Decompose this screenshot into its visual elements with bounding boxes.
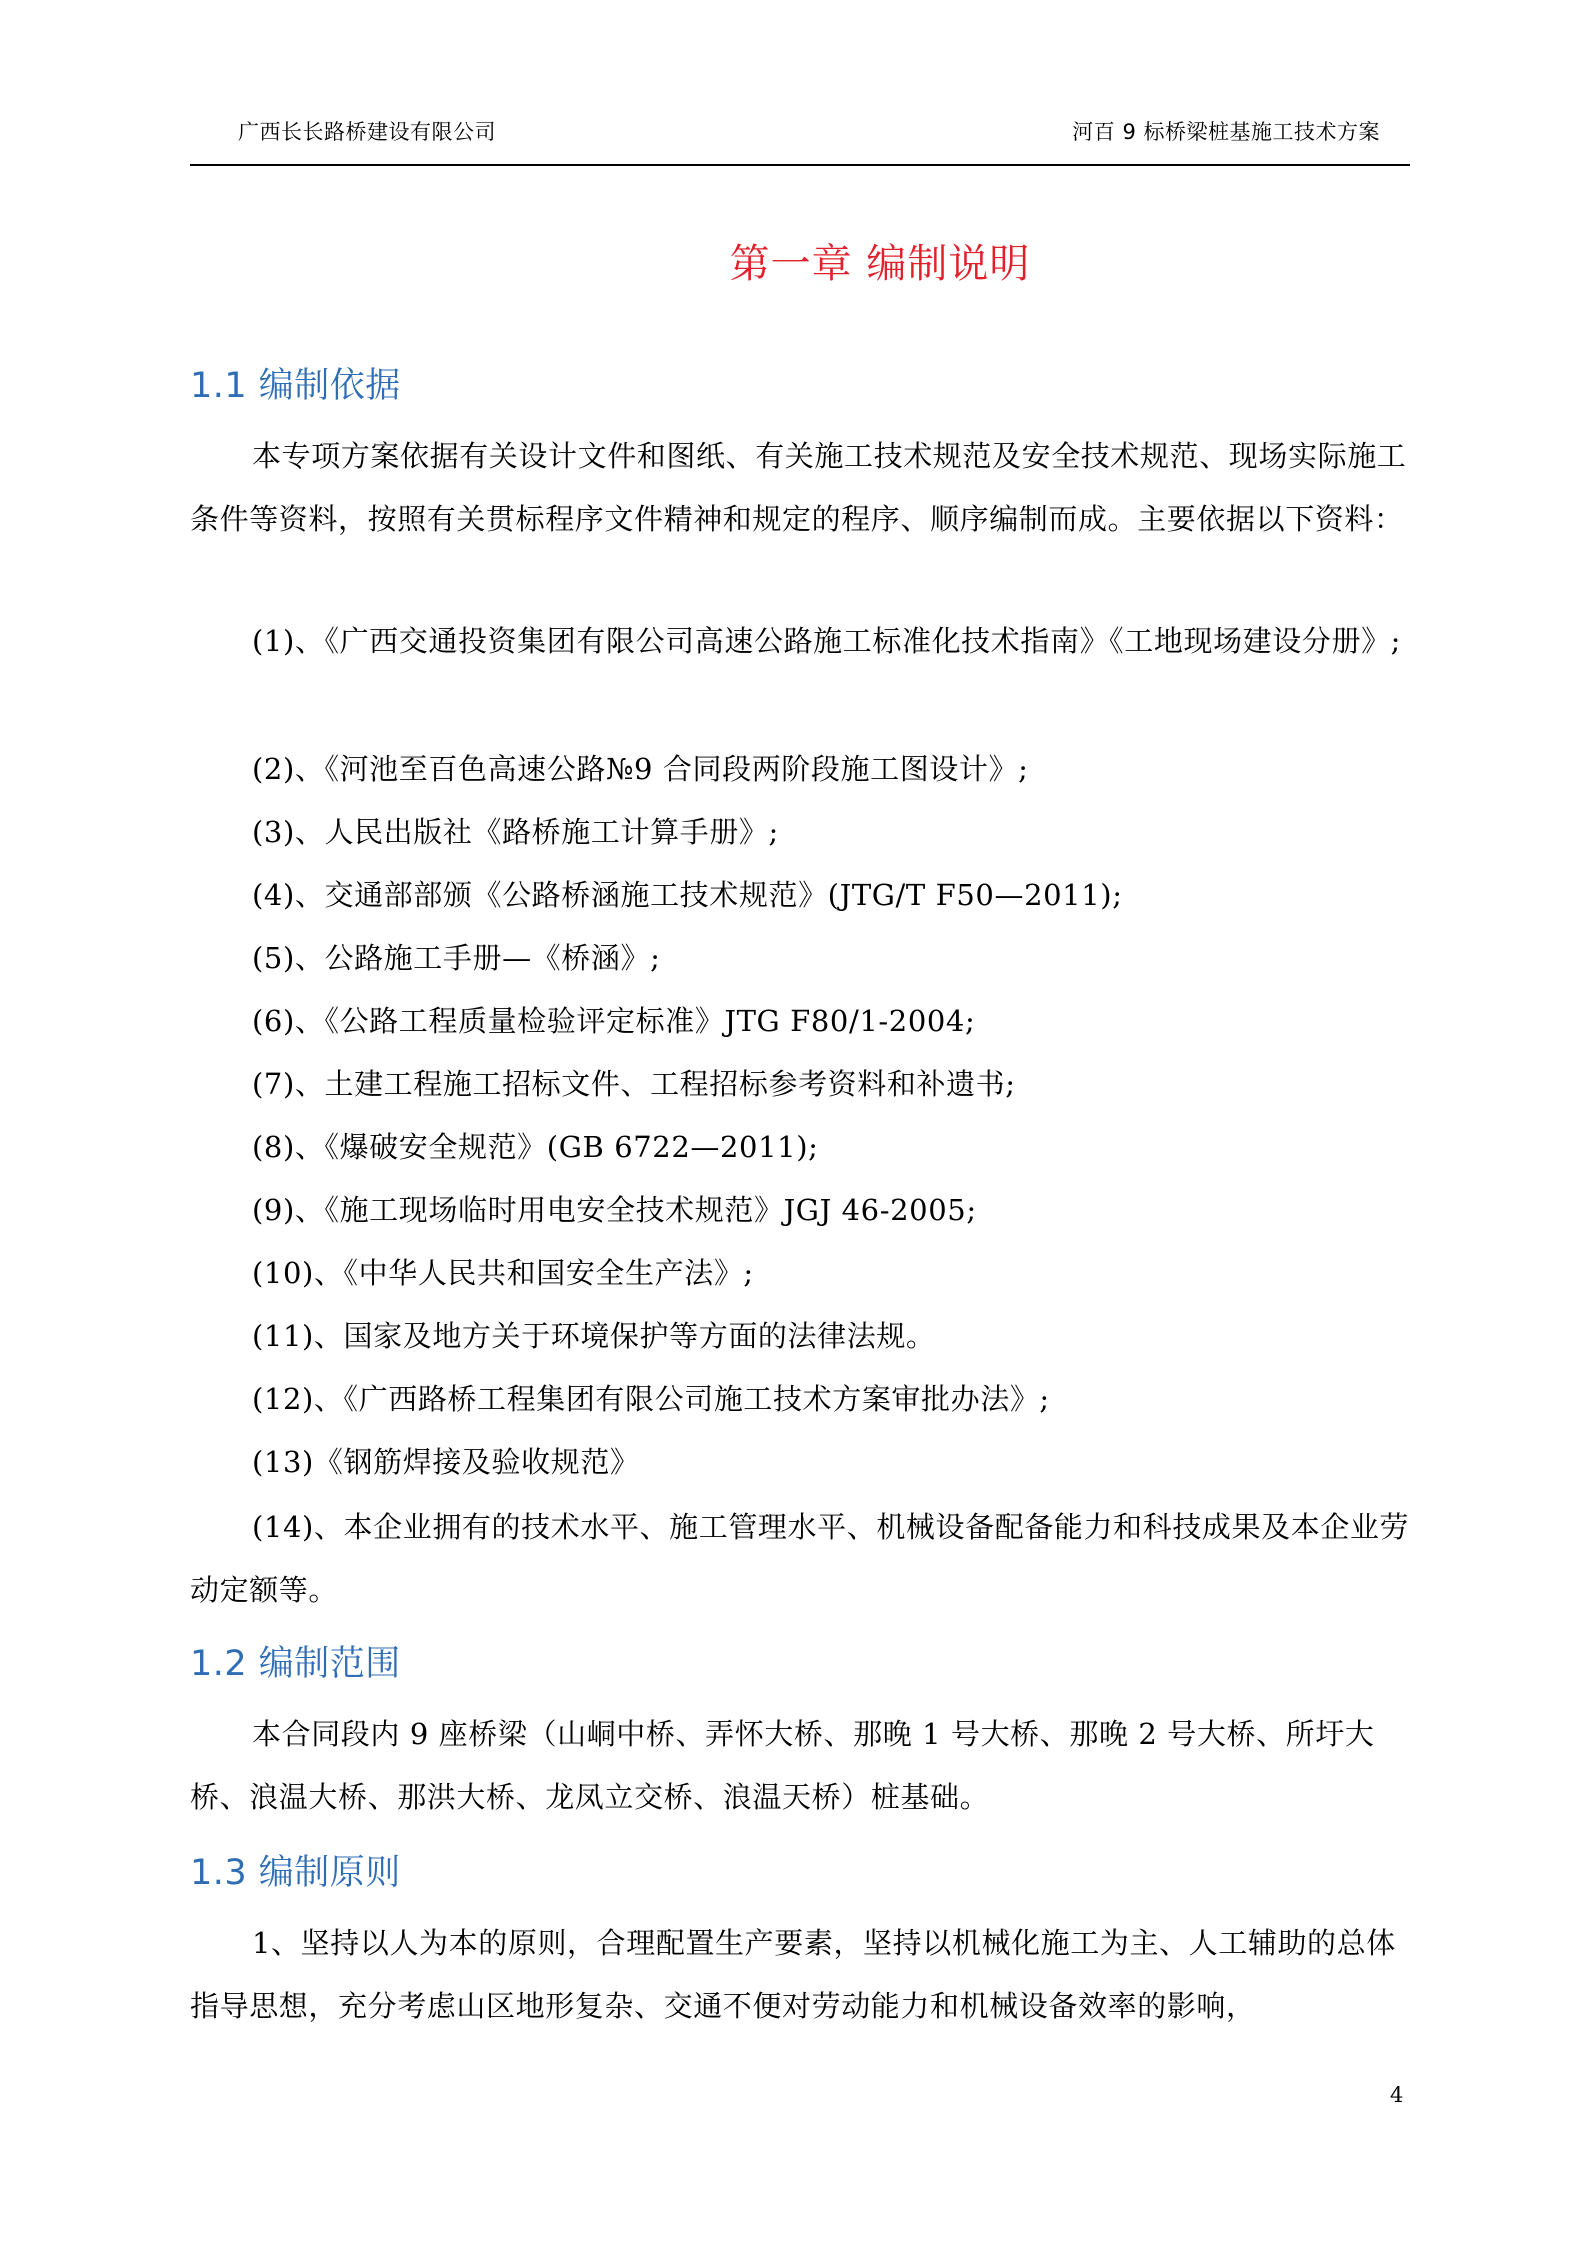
reference-item-6: (6)、《公路工程质量检验评定标准》JTG F80/1-2004; (252, 1004, 976, 1038)
reference-item-2: (2)、《河池至百色高速公路№9 合同段两阶段施工图设计》; (252, 752, 1029, 786)
reference-item-3: (3)、人民出版社《路桥施工计算手册》; (252, 815, 779, 849)
chapter-title: 第一章 编制说明 (729, 241, 1031, 287)
reference-item-8: (8)、《爆破安全规范》(GB 6722—2011); (252, 1130, 819, 1164)
page-number: 4 (1390, 2083, 1404, 2107)
reference-item-9: (9)、《施工现场临时用电安全技术规范》JGJ 46-2005; (252, 1193, 977, 1227)
page-header (190, 110, 1410, 166)
header-doc-title: 河百 9 标桥梁桩基施工技术方案 (1072, 120, 1380, 144)
reference-item-12: (12)、《广西路桥工程集团有限公司施工技术方案审批办法》; (252, 1382, 1050, 1416)
reference-item-5: (5)、公路施工手册—《桥涵》; (252, 941, 661, 975)
section-heading-1-3: 1.3 编制原则 (190, 1853, 401, 1893)
section-1-1-intro: 本专项方案依据有关设计文件和图纸、有关施工技术规范及安全技术规范、现场实际施工条件等资料，按照有关贯标程序文件精神和规定的程序、顺序编制而成。主要依据以下资料： (190, 439, 1407, 536)
reference-item-1: (1)、《广西交通投资集团有限公司高速公路施工标准化技术指南》《工地现场建设分册》; (252, 624, 1402, 658)
section-1-3-text: 1、坚持以人为本的原则，合理配置生产要素，坚持以机械化施工为主、人工辅助的总体指导思想，充分考虑山区地形复杂、交通不便对劳动能力和机械设备效率的影响， (190, 1926, 1396, 2023)
reference-item-10: (10)、《中华人民共和国安全生产法》; (252, 1256, 754, 1290)
reference-item-13: (13)《钢筋焊接及验收规范》 (252, 1445, 640, 1479)
reference-item-4: (4)、交通部部颁《公路桥涵施工技术规范》(JTG/T F50—2011); (252, 878, 1123, 912)
section-heading-1-2: 1.2 编制范围 (190, 1644, 401, 1684)
reference-item-7: (7)、土建工程施工招标文件、工程招标参考资料和补遗书; (252, 1067, 1016, 1101)
header-company: 广西长长路桥建设有限公司 (238, 120, 496, 144)
reference-item-14: (14)、本企业拥有的技术水平、施工管理水平、机械设备配备能力和科技成果及本企业劳动定额等。 (190, 1510, 1410, 1607)
section-1-2-text: 本合同段内 9 座桥梁（山峒中桥、弄怀大桥、那晚 1 号大桥、那晚 2 号大桥、所圩大桥、浪温大桥、那洪大桥、龙凤立交桥、浪温天桥）桩基础。 (190, 1717, 1375, 1814)
section-heading-1-1: 1.1 编制依据 (190, 366, 401, 406)
reference-item-11: (11)、国家及地方关于环境保护等方面的法律法规。 (252, 1319, 936, 1353)
